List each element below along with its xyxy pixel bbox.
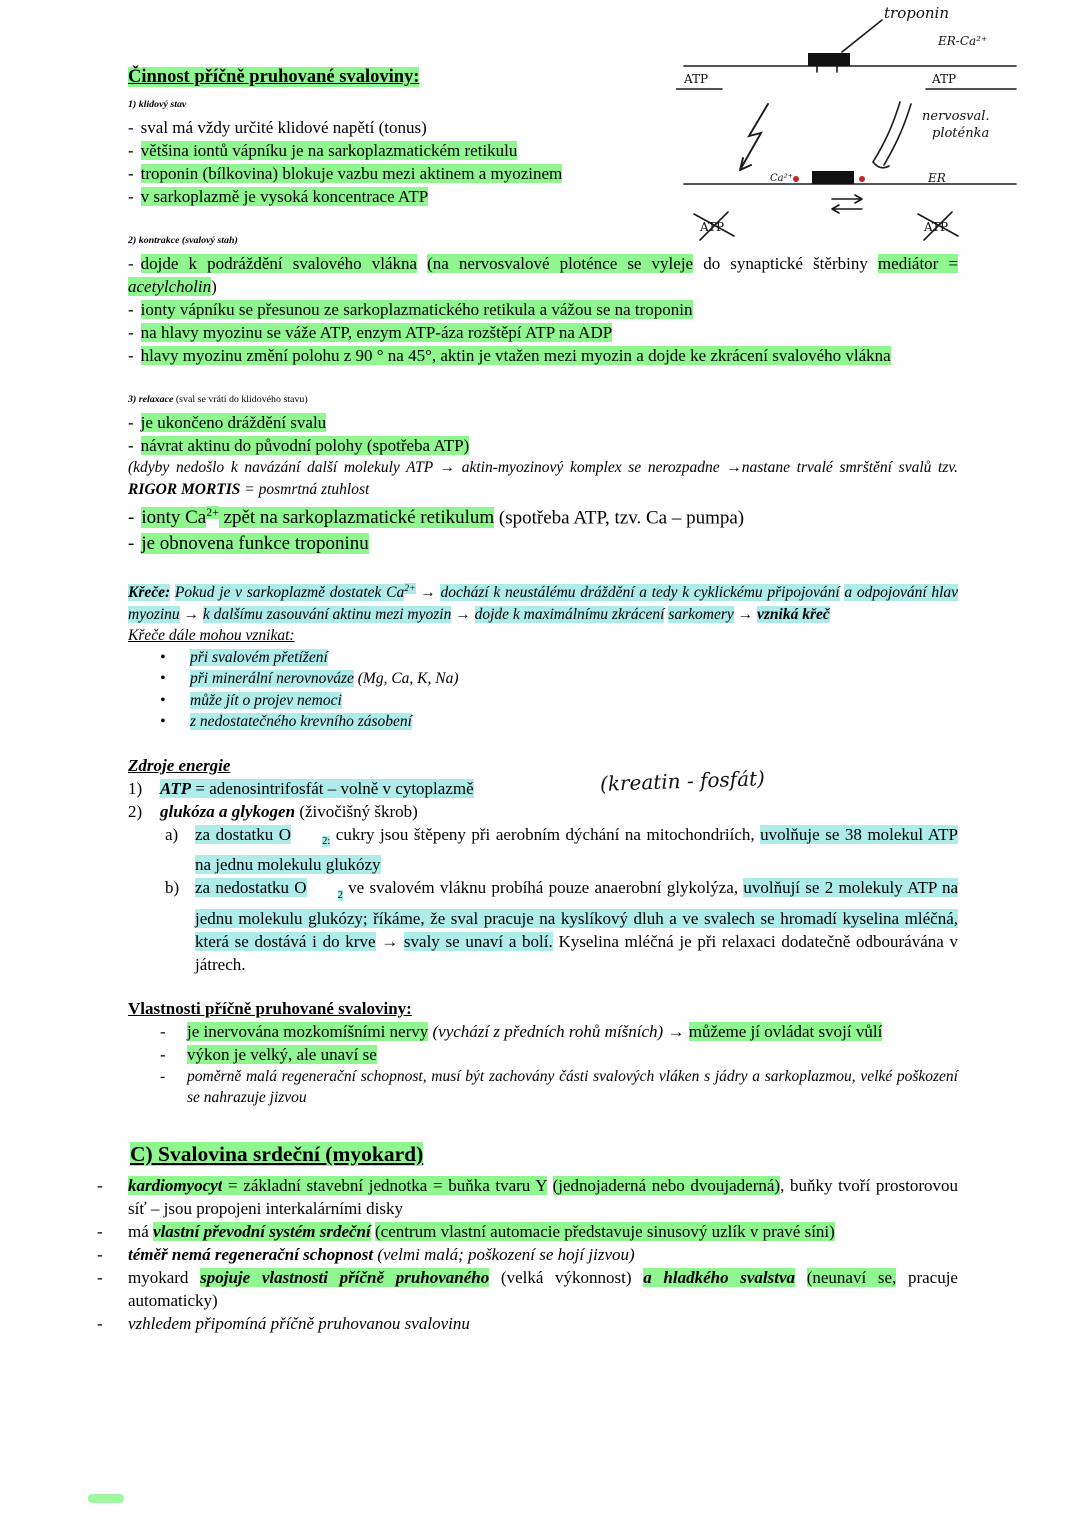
sec3-item [128, 531, 958, 557]
text-segment: je obnovena funkce troponinu [141, 533, 369, 555]
list-marker: - [128, 254, 134, 273]
text-segment: = základní stavební jednotka = buňka tvaru Y [222, 1175, 547, 1195]
text-segment: Zdroje energie [128, 755, 231, 775]
text-segment: návrat aktinu do původní polohy (spotřeba ATP) [140, 436, 470, 455]
list-marker: - [128, 507, 135, 529]
text-segment: glukóza a glykogen [160, 801, 296, 821]
diagram-label-calcium-left: Ca²⁺ [770, 173, 793, 184]
text-segment: uvolňují se 2 molekuly ATP na jednu molekulu glukózy; říkáme, že sval pracuje na kyslíkový dluh a ve svalech se hromadí kyselina mléčná, která se dostává i do krve [195, 878, 958, 951]
text-segment [795, 1268, 807, 1287]
cramps-subheading [128, 625, 958, 647]
text-segment: myokard [128, 1267, 201, 1287]
diagram-label-atp-bottom-left: ATP [700, 220, 725, 234]
energy-heading [128, 754, 958, 777]
diagram-label-troponin: troponin [884, 4, 949, 22]
cramps-item [160, 668, 958, 690]
text-segment: → [733, 605, 757, 623]
list-marker: - [128, 300, 134, 319]
text-segment: zpět na sarkoplazmatické retikulum [218, 507, 495, 529]
text-segment: dojde k podráždění svalového vlákna [140, 254, 418, 273]
cardiac-heading [130, 1139, 958, 1169]
diagram-label-atp-bottom-right: ATP [924, 220, 949, 234]
text-segment: → [451, 605, 475, 623]
text-segment: do synaptické štěrbiny [693, 254, 878, 273]
text-segment: 2: [322, 836, 331, 848]
cardiac-item [97, 1220, 958, 1243]
cramps-item [160, 647, 958, 669]
text-segment: vlastní převodní systém srdeční [153, 1221, 371, 1241]
text-segment: 3) relaxace [128, 394, 174, 405]
text-segment: a hladkého svalstva [643, 1267, 796, 1287]
list-marker: - [160, 1067, 166, 1085]
list-marker: • [160, 670, 166, 688]
text-segment: (centrum vlastní automacie představuje sinusový uzlík v pravé síni) [374, 1221, 835, 1241]
text-segment: RIGOR MORTIS [128, 480, 241, 498]
energy-item-glucose [128, 800, 958, 823]
cramps-item [160, 711, 958, 733]
sec3-item [128, 434, 958, 457]
text-segment: dojde k maximálnímu zkrácení [474, 605, 665, 623]
text-segment: (vychází z předních rohů míšních) [432, 1021, 664, 1041]
text-segment: troponin (bílkovina) blokuje vazbu mezi aktinem a myozinem [140, 164, 563, 183]
text-segment: (kdyby nedošlo k navázání další molekuly ATP → aktin-myozinový komplex se nerozpadne →nastane trvalé smrštění svalů tzv. [128, 459, 958, 476]
list-marker: - [97, 1175, 103, 1195]
text-segment: můžeme jí ovládat svojí vůlí [688, 1021, 883, 1041]
list-marker: b) [165, 878, 180, 898]
text-segment: 2+ [404, 583, 416, 595]
sec2-item [128, 321, 958, 344]
cramps-note [128, 578, 958, 625]
text-segment: poměrně malá regenerační schopnost, musí být zachovány části svalových vláken s jádry a sarkoplazmou, velké poškození se nahrazuje jizvou [187, 1067, 958, 1107]
text-segment: je ukončeno dráždění svalu [140, 413, 327, 432]
text-segment: ionty Ca [141, 507, 207, 529]
text-segment: výkon je velký, ale unaví se [187, 1044, 377, 1064]
text-segment: je inervována mozkomíšními nervy [187, 1021, 429, 1041]
rigor-mortis-note [128, 457, 958, 500]
muscle-diagram-svg [676, 4, 1044, 246]
sec3-heading [128, 388, 958, 411]
hand-drawn-muscle-diagram [676, 4, 1044, 246]
list-marker: - [128, 187, 134, 206]
spacer [97, 976, 958, 997]
text-segment: 2+ [206, 506, 219, 519]
text-segment: (velká výkonnost) [489, 1267, 644, 1287]
text-segment: téměř nemá regenerační schopnost [128, 1244, 374, 1264]
list-marker: - [128, 413, 134, 432]
text-segment: 1) klidový stav [128, 99, 187, 110]
properties-item [160, 1020, 958, 1043]
text-segment: z nedostatečného krevního zásobení [190, 713, 412, 731]
text-segment: Křeče: [128, 584, 171, 602]
text-segment: (Mg, Ca, K, Na) [353, 670, 459, 688]
text-segment: → [179, 605, 203, 623]
text-segment: (sval se vrátí do klidového stavu) [173, 394, 308, 405]
list-marker: - [97, 1221, 103, 1241]
diagram-label-atp-top-left: ATP [684, 72, 709, 86]
text-segment: (na nervosvalové ploténce se vyleje [427, 254, 694, 273]
spacer [97, 367, 958, 388]
sec3-item [128, 500, 958, 531]
text-segment: v sarkoplazmě je vysoká koncentrace ATP [140, 187, 429, 206]
sec2-item [128, 344, 958, 367]
text-segment: vzhledem připomíná příčně pruhovanou svalovinu [128, 1313, 470, 1333]
energy-item-atp [128, 766, 958, 800]
text-segment: = posmrtná ztuhlost [240, 480, 370, 498]
properties-item [160, 1043, 958, 1066]
text-segment: Kyselina mléčná je při relaxaci dodatečně odbourávána v játrech. [195, 931, 959, 974]
text-segment: Křeče dále mohou vznikat: [128, 627, 295, 645]
sec2-item [128, 252, 958, 298]
text-segment: ) [211, 277, 217, 296]
text-segment: 2 [337, 889, 343, 901]
list-marker: - [97, 1267, 103, 1287]
cardiac-item [97, 1243, 958, 1266]
properties-heading [128, 997, 958, 1020]
spacer [97, 557, 958, 578]
stray-highlight-mark [88, 1494, 124, 1503]
text-segment: hlavy myozinu změní polohu z 90 ° na 45°, aktin je vtažen mezi myozin a dojde ke zkrácení svalového vlákna [140, 346, 891, 365]
list-marker: - [128, 346, 134, 365]
text-segment: ATP [160, 778, 192, 798]
list-marker: - [97, 1244, 103, 1264]
list-marker: • [160, 648, 166, 666]
list-marker: - [160, 1021, 166, 1041]
text-segment: kardiomyocyt [128, 1175, 223, 1195]
list-marker: - [128, 141, 134, 160]
list-marker: - [97, 1313, 103, 1333]
text-segment: acetylcholin [128, 277, 212, 296]
sec3-item [128, 411, 958, 434]
list-marker: a) [165, 824, 179, 844]
handwritten-annotation: (kreatin - fosfát) [599, 766, 766, 796]
text-segment: na hlavy myozinu se váže ATP, enzym ATP-áza rozštěpí ATP na ADP [140, 323, 613, 342]
text-segment: při svalovém přetížení [190, 648, 328, 666]
list-marker: • [160, 691, 166, 709]
text-segment: pracuje automaticky) [128, 1267, 958, 1310]
text-segment: mediátor = [877, 254, 959, 273]
list-marker: 2) [128, 801, 143, 821]
text-segment: při minerální nerovnováze [190, 670, 354, 688]
text-segment: C) Svalovina srdeční (myokard) [130, 1141, 424, 1166]
text-segment: vzniká křeč [757, 605, 830, 623]
list-marker: - [128, 436, 134, 455]
list-marker: • [160, 713, 166, 731]
text-segment: k dalšímu zasouvání aktinu mezi myozin [202, 605, 452, 623]
spacer [97, 1109, 958, 1137]
text-segment: 2) kontrakce (svalový stah) [128, 235, 238, 246]
text-segment: ve svalovém vláknu probíhá pouze anaerobní glykolýza, [342, 878, 744, 898]
text-segment: Vlastnosti příčně pruhované svaloviny: [128, 998, 412, 1018]
text-segment: Činnost příčně pruhované svaloviny: [128, 67, 420, 87]
cardiac-item [97, 1312, 958, 1335]
diagram-label-atp-top-right: ATP [932, 72, 957, 86]
text-segment: → [663, 1021, 689, 1041]
text-segment: sarkomery [668, 605, 734, 623]
text-segment: svaly se unaví a bolí. [403, 931, 553, 951]
text-segment: → [415, 584, 441, 602]
cramps-item [160, 690, 958, 712]
text-segment: spojuje vlastnosti příčně pruhovaného [200, 1267, 490, 1287]
text-segment: Pokud je v sarkoplazmě dostatek Ca [174, 584, 405, 602]
text-segment: = adenosintrifosfát – volně v cytoplazmě [191, 778, 474, 798]
list-marker: - [128, 118, 134, 137]
text-segment: může jít o projev nemoci [190, 691, 342, 709]
diagram-label-er-calcium: ER-Ca²⁺ [938, 34, 988, 48]
sec2-item [128, 298, 958, 321]
text-segment: a odpojování hlav myozinu [128, 584, 959, 623]
text-segment: cukry jsou štěpeny při aerobním dýchání na mitochondriích, [330, 824, 761, 844]
text-segment: , buňky tvoří prostorovou síť – jsou propojeni interkalárními disky [128, 1175, 958, 1218]
text-segment: sval má vždy určité klidové napětí (tonus) [140, 118, 427, 137]
text-segment: (spotřeba ATP, tzv. Ca – pumpa) [494, 507, 745, 529]
diagram-label-neuromuscular-1: nervosval. [922, 109, 990, 124]
list-marker: - [128, 533, 135, 555]
text-segment: ionty vápníku se přesunou ze sarkoplazmatického retikula a vážou se na troponin [140, 300, 693, 319]
energy-sub-aerobic [165, 823, 958, 876]
text-segment: → [375, 931, 404, 951]
list-marker: 1) [128, 778, 143, 798]
list-marker: - [128, 323, 134, 342]
diagram-label-er-bottom: ER [928, 171, 946, 185]
text-segment: (velmi malá; poškození se hojí jizvou) [373, 1244, 635, 1264]
list-marker: - [160, 1044, 166, 1064]
text-segment: (neunaví se, [806, 1267, 897, 1287]
text-segment: uvolňuje se 38 molekul ATP na jednu molekulu glukózy [195, 824, 958, 875]
text-segment [547, 1176, 553, 1195]
text-segment [417, 254, 427, 273]
text-segment: (jednojaderná nebo dvoujaderná) [552, 1175, 781, 1195]
document-body [97, 64, 958, 1335]
cardiac-item [97, 1174, 958, 1220]
text-segment: za nedostatku O [195, 878, 307, 898]
text-segment: (živočišný škrob) [295, 801, 418, 821]
diagram-label-neuromuscular-2: ploténka [932, 126, 990, 141]
text-segment: dochází k neustálému dráždění a tedy k cyklickému připojování [440, 584, 840, 602]
text-segment: většina iontů vápníku je na sarkoplazmatickém retikulu [140, 141, 518, 160]
properties-item [160, 1066, 958, 1109]
cardiac-item [97, 1266, 958, 1312]
list-marker: - [128, 164, 134, 183]
text-segment: za dostatku O [195, 824, 292, 844]
text-segment: má [128, 1221, 154, 1241]
energy-sub-anaerobic [165, 876, 958, 975]
spacer [97, 733, 958, 754]
